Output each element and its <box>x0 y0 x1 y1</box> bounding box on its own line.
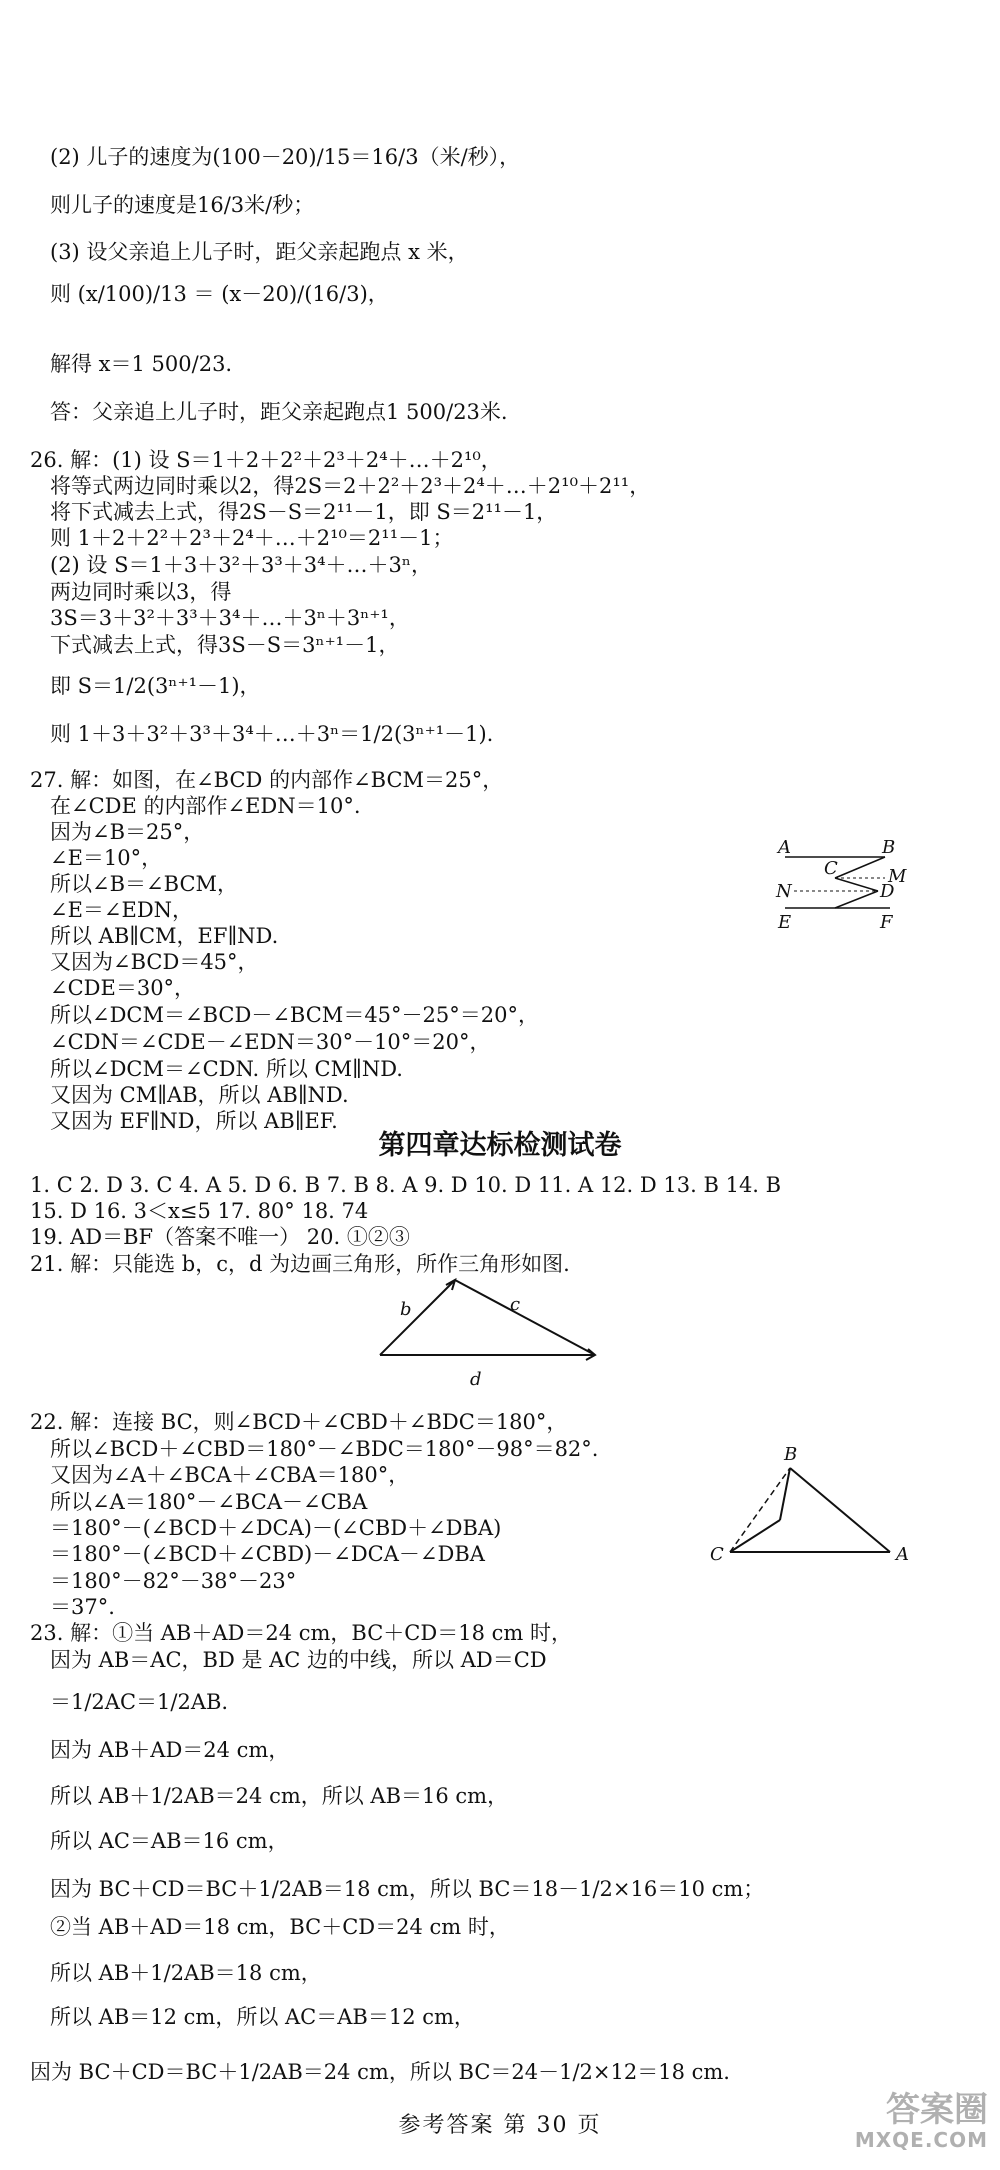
text-line: 所以 AB＋1/2AB＝24 cm，所以 AB＝16 cm， <box>50 1784 509 1808</box>
fig21-label-d: d <box>470 1369 482 1390</box>
text-line: 又因为∠A＋∠BCA＋∠CBA＝180°， <box>50 1463 410 1487</box>
fig22-label-c: C <box>710 1544 724 1565</box>
text-line: 因为 BC＋CD＝BC＋1/2AB＝18 cm，所以 BC＝18－1/2×16＝10 cm； <box>50 1877 765 1901</box>
text-line: 所以∠DCM＝∠BCD－∠BCM＝45°－25°＝20°， <box>50 1003 539 1027</box>
fig27-label-c: C <box>824 858 838 879</box>
text-line: 在∠CDE 的内部作∠EDN＝10°. <box>50 794 361 818</box>
text-line: 又因为∠BCD＝45°， <box>50 950 259 974</box>
text-line: 所以∠BCD＋∠CBD＝180°－∠BDC＝180°－98°＝82°. <box>50 1437 599 1461</box>
fig22-label-a: A <box>896 1544 909 1565</box>
text-line: 将下式减去上式，得2S－S＝2¹¹－1，即 S＝2¹¹－1， <box>50 500 558 524</box>
text-line: 两边同时乘以3，得 <box>50 580 232 604</box>
fig21-label-c: c <box>510 1294 521 1315</box>
fig27-label-e: E <box>778 912 792 933</box>
text-line: 所以 AB∥CM，EF∥ND. <box>50 924 279 948</box>
watermark-url: MXQE.COM <box>854 2128 988 2152</box>
text-line: 则儿子的速度是16/3米/秒； <box>50 193 315 217</box>
figure-22-triangle <box>700 1440 930 1570</box>
text-line: ∠CDE＝30°， <box>50 976 196 1000</box>
text-line: 15. D 16. 3＜x≤5 17. 80° 18. 74 <box>30 1199 369 1223</box>
text-line: ∠CDN＝∠CDE－∠EDN＝30°－10°＝20°， <box>50 1030 491 1054</box>
text-line: 所以 AB＋1/2AB＝18 cm， <box>50 1961 322 1985</box>
text-line: ＝180°－(∠BCD＋∠CBD)－∠DCA－∠DBA <box>50 1542 485 1566</box>
fig27-label-f: F <box>880 912 893 933</box>
text-line: ＝180°－82°－38°－23° <box>50 1569 297 1593</box>
text-line: 答：父亲追上儿子时，距父亲起跑点1 500/23米. <box>50 400 508 424</box>
watermark <box>855 2092 988 2152</box>
fig27-label-a: A <box>778 840 791 858</box>
text-line: 26. 解：(1) 设 S＝1＋2＋2²＋2³＋2⁴＋…＋2¹⁰， <box>30 448 502 472</box>
text-line: 27. 解：如图，在∠BCD 的内部作∠BCM＝25°， <box>30 768 504 792</box>
page-footer: 参考答案 第 30 页 <box>398 2113 602 2138</box>
text-line: 又因为 EF∥ND，所以 AB∥EF. <box>50 1109 338 1133</box>
fig27-label-n: N <box>776 881 792 902</box>
figure-27-parallel-lines <box>770 840 970 940</box>
text-line: ＝1/2AC＝1/2AB. <box>50 1690 229 1714</box>
text-line: 所以 AB＝12 cm，所以 AC＝AB＝12 cm， <box>50 2005 475 2029</box>
text-line: 22. 解：连接 BC，则∠BCD＋∠CBD＋∠BDC＝180°， <box>30 1410 568 1434</box>
text-line: 所以∠DCM＝∠CDN. 所以 CM∥ND. <box>50 1057 403 1081</box>
fig21-label-b: b <box>400 1299 412 1320</box>
text-line: 下式减去上式，得3S－S＝3ⁿ⁺¹－1， <box>50 633 400 657</box>
text-line: 23. 解：①当 AB＋AD＝24 cm，BC＋CD＝18 cm 时， <box>30 1621 572 1645</box>
text-line: ＝37°. <box>50 1595 115 1619</box>
figure-21-triangle <box>360 1265 620 1395</box>
text-line: 解得 x＝1 500/23. <box>50 352 233 376</box>
text-line: ＝180°－(∠BCD＋∠DCA)－(∠CBD＋∠DBA) <box>50 1516 502 1540</box>
text-line: 又因为 CM∥AB，所以 AB∥ND. <box>50 1083 349 1107</box>
text-line: 因为 AB＋AD＝24 cm， <box>50 1738 290 1762</box>
text-line: 21. 解：只能选 b，c，d 为边画三角形，所作三角形如图. <box>30 1252 570 1276</box>
text-line: 19. AD＝BF（答案不唯一） 20. ①②③ <box>30 1225 410 1249</box>
text-line: 因为∠B＝25°， <box>50 820 205 844</box>
fig27-label-b: B <box>882 840 896 858</box>
text-line: 所以∠A＝180°－∠BCA－∠CBA <box>50 1490 368 1514</box>
text-line: 因为 BC＋CD＝BC＋1/2AB＝24 cm，所以 BC＝24－1/2×12＝18 cm. <box>30 2060 730 2084</box>
fig22-label-b: B <box>784 1444 798 1465</box>
fig27-label-m: M <box>888 866 907 887</box>
text-line: 则 (x/100)/13 ＝ (x－20)/(16/3)， <box>50 282 389 306</box>
text-line: 所以 AC＝AB＝16 cm， <box>50 1829 289 1853</box>
text-line: 则 1＋2＋2²＋2³＋2⁴＋…＋2¹⁰＝2¹¹－1； <box>50 526 454 550</box>
text-line: 则 1＋3＋3²＋3³＋3⁴＋…＋3ⁿ＝1/2(3ⁿ⁺¹－1). <box>50 722 494 746</box>
text-line: 1. C 2. D 3. C 4. A 5. D 6. B 7. B 8. A 9. D 10. D 11. A 12. D 13. B 14. B <box>30 1173 782 1197</box>
text-line: ∠E＝∠EDN， <box>50 898 194 922</box>
text-line: (2) 设 S＝1＋3＋3²＋3³＋3⁴＋…＋3ⁿ， <box>50 553 432 577</box>
text-line: ∠E＝10°， <box>50 846 163 870</box>
text-line: ②当 AB＋AD＝18 cm，BC＋CD＝24 cm 时， <box>50 1915 510 1939</box>
text-line: 即 S＝1/2(3ⁿ⁺¹－1)， <box>50 674 261 698</box>
fig27-label-d: D <box>880 881 895 902</box>
text-line: (3) 设父亲追上儿子时，距父亲起跑点 x 米， <box>50 240 469 264</box>
text-line: 因为 AB＝AC，BD 是 AC 边的中线，所以 AD＝CD <box>50 1648 547 1672</box>
text-line: (2) 儿子的速度为(100－20)/15＝16/3（米/秒）， <box>50 145 521 169</box>
text-line: 将等式两边同时乘以2，得2S＝2＋2²＋2³＋2⁴＋…＋2¹⁰＋2¹¹， <box>50 474 651 498</box>
text-line: 3S＝3＋3²＋3³＋3⁴＋…＋3ⁿ＋3ⁿ⁺¹， <box>50 606 410 630</box>
section-title: 第四章达标检测试卷 <box>378 1130 622 1161</box>
watermark-logo: 答案圈 <box>886 2090 988 2130</box>
text-line: 所以∠B＝∠BCM， <box>50 872 239 896</box>
